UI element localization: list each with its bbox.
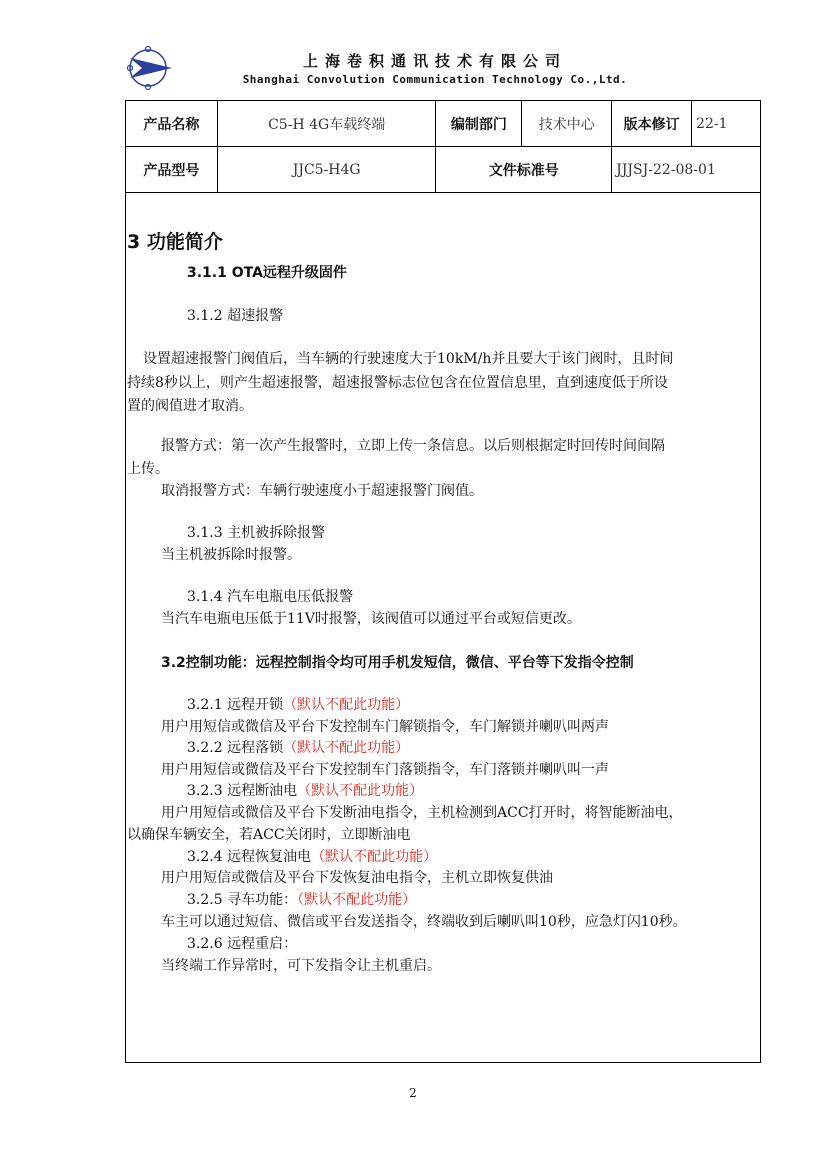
company-name-cn: 上海卷积通讯技术有限公司 [302, 52, 567, 70]
heading-3-1-2: 3.1.2 超速报警 [187, 308, 284, 324]
paragraph-line: 当汽车电瓶电压低于11V时报警，该阀值可以通过平台或短信更改。 [161, 611, 581, 627]
heading-text: 3.2.3 远程断油电 [187, 783, 298, 799]
paragraph-line: 用户用短信或微信及平台下发恢复油电指令，主机立即恢复供油 [161, 870, 553, 886]
dept-label: 编制部门 [436, 101, 522, 147]
default-off-note: （默认不配此功能） [297, 892, 417, 908]
paragraph-line: 取消报警方式：车辆行驶速度小于超速报警门阀值。 [161, 483, 483, 499]
std-label: 文件标准号 [436, 147, 612, 193]
heading-3-2-5 [187, 889, 416, 909]
paragraph-line: 当终端工作异常时，可下发指令让主机重启。 [161, 958, 441, 974]
product-name-value: C5-H 4G车载终端 [217, 101, 436, 147]
paragraph-line: 持续8秒以上，则产生超速报警，超速报警标志位包含在位置信息里，直到速度低于所设 [127, 375, 668, 391]
paragraph-line: 当主机被拆除时报警。 [161, 547, 301, 563]
paragraph-line: 以确保车辆安全，若ACC关闭时，立即断油电 [127, 827, 411, 843]
default-off-note: （默认不配此功能） [283, 697, 410, 713]
heading-3-2-1 [187, 694, 409, 714]
revision-value: 22-1 [692, 101, 761, 147]
paragraph-line: 车主可以通过短信、微信或平台发送指令，终端收到后喇叭叫10秒，应急灯闪10秒。 [161, 914, 687, 930]
default-off-note: （默认不配此功能） [311, 849, 438, 865]
heading-3-2: 3.2控制功能：远程控制指令均可用手机发短信，微信、平台等下发指令控制 [161, 655, 634, 671]
heading-3-2-4 [187, 846, 437, 866]
paragraph-line: 用户用短信或微信及平台下发断油电指令，主机检测到ACC打开时，将智能断油电， [161, 805, 683, 821]
company-logo [126, 44, 174, 92]
section-title: 3 功能简介 [127, 231, 223, 253]
std-value: JJJSJ-22-08-01 [612, 147, 761, 193]
heading-3-1-1: 3.1.1 OTA远程升级固件 [187, 265, 347, 281]
paragraph-line: 上传。 [127, 461, 169, 477]
paragraph-line: 置的阀值进才取消。 [127, 398, 253, 414]
heading-3-1-4: 3.1.4 汽车电瓶电压低报警 [187, 589, 354, 605]
model-label: 产品型号 [126, 147, 218, 193]
dept-value: 技术中心 [522, 101, 612, 147]
heading-3-2-6: 3.2.6 远程重启： [187, 936, 298, 952]
product-name-label: 产品名称 [126, 101, 218, 147]
heading-3-2-2 [187, 737, 409, 757]
company-name-en: Shanghai Convolution Communication Technology Co.,Ltd. [242, 73, 628, 86]
info-row-1 [126, 101, 761, 147]
page-number: 2 [409, 1086, 417, 1100]
heading-text: 3.2.5 寻车功能： [187, 892, 298, 908]
paragraph-line: 用户用短信或微信及平台下发控制车门解锁指令，车门解锁并喇叭叫两声 [161, 719, 609, 735]
paragraph-line: 报警方式：第一次产生报警时，立即上传一条信息。以后则根据定时回传时间间隔 [161, 438, 665, 454]
paragraph-line: 设置超速报警门阀值后，当车辆的行驶速度大于10kM/h并且要大于该门阀时，且时间 [143, 351, 674, 367]
model-value: JJC5-H4G [217, 147, 436, 193]
info-row-2 [126, 147, 761, 193]
default-off-note: （默认不配此功能） [283, 740, 410, 756]
heading-text: 3.2.4 远程恢复油电 [187, 849, 312, 865]
heading-3-2-3 [187, 780, 423, 800]
default-off-note: （默认不配此功能） [297, 783, 424, 799]
paragraph-line: 用户用短信或微信及平台下发控制车门落锁指令，车门落锁并喇叭叫一声 [161, 762, 609, 778]
revision-label: 版本修订 [612, 101, 692, 147]
heading-text: 3.2.1 远程开锁 [187, 697, 284, 713]
product-info-table [125, 100, 761, 193]
heading-3-1-3: 3.1.3 主机被拆除报警 [187, 525, 326, 541]
heading-text: 3.2.2 远程落锁 [187, 740, 284, 756]
